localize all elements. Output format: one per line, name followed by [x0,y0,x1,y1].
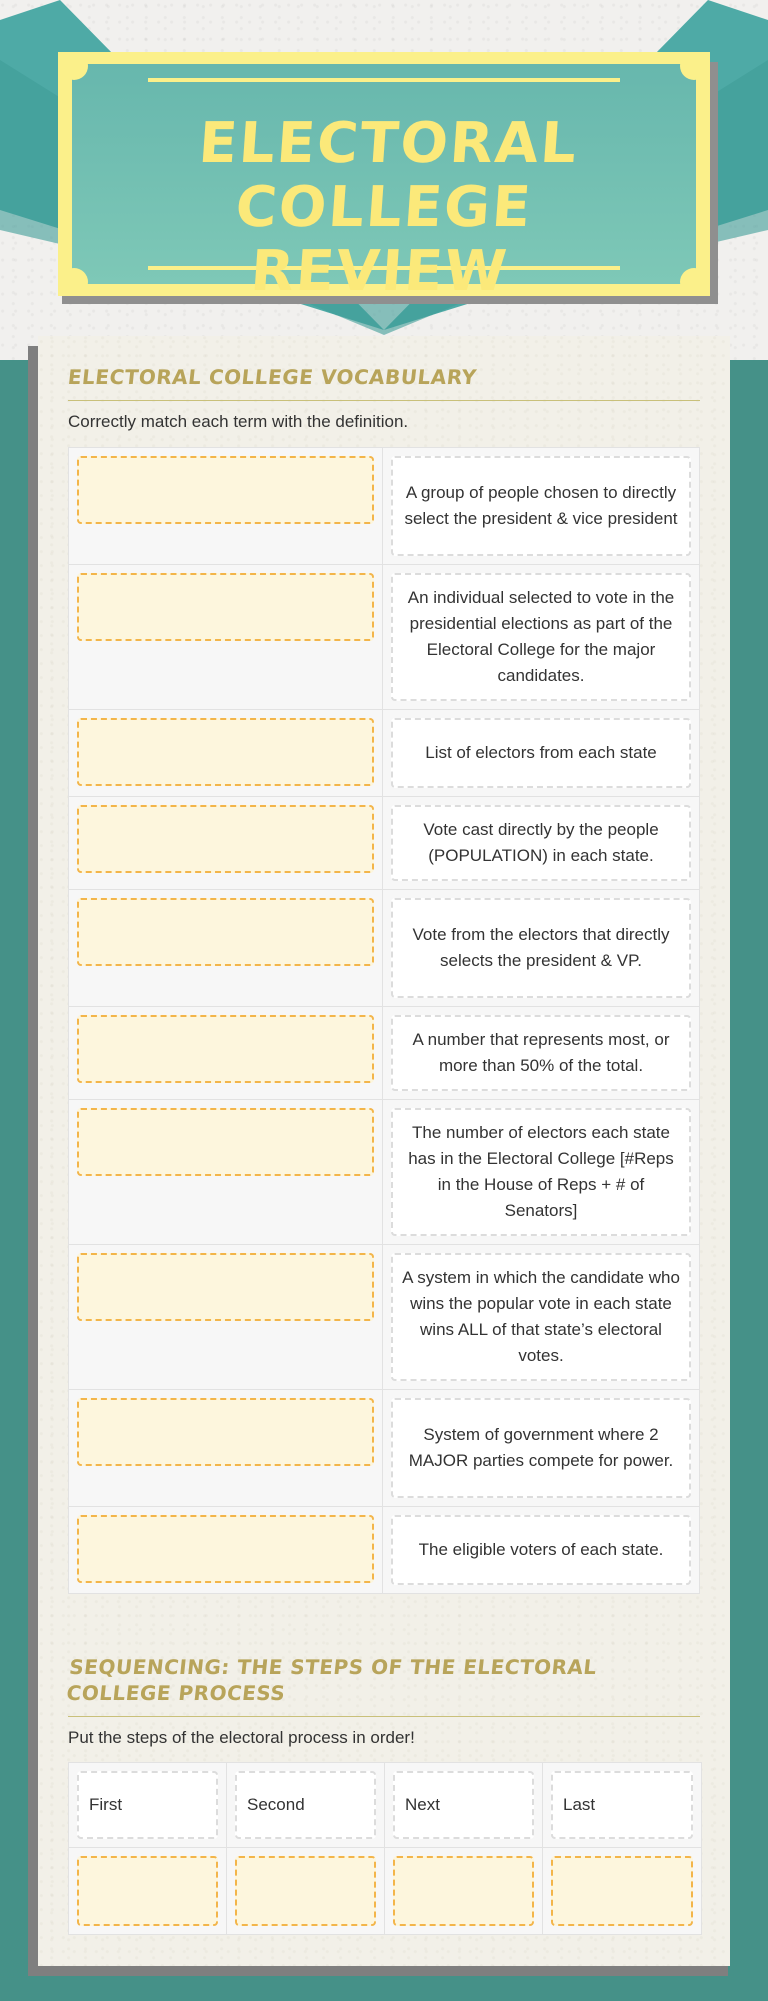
definition-card: List of electors from each state [391,718,691,788]
sequence-section-rule [68,1716,700,1717]
sequence-labels-row [69,1763,701,1848]
term-cell [69,1390,383,1506]
definition-card: The number of electors each state has in the Electoral College [#Reps in the House of Reps + # of Senators] [391,1108,691,1236]
sequence-label-last: Last [551,1771,693,1839]
term-dropzone[interactable] [77,1015,374,1083]
sequence-instruction: Put the steps of the electoral process in order! [68,1728,415,1747]
term-dropzone[interactable] [77,805,374,873]
match-row [68,1390,700,1507]
sequence-section-title: SEQUENCING: THE STEPS OF THE ELECTORAL COLLEGE PROCESS [65,1655,598,1705]
vocab-instruction: Correctly match each term with the definition. [68,412,409,431]
sequence-label-cell [227,1763,385,1847]
match-row [68,1007,700,1100]
sequence-dropzone-next[interactable] [393,1856,534,1926]
match-row [68,448,700,565]
definition-cell [383,448,699,564]
definition-cell [383,710,699,796]
banner-corner [680,268,708,296]
sequence-dropzone-first[interactable] [77,1856,218,1926]
term-cell [69,1245,383,1389]
sequence-table [68,1762,702,1935]
match-row [68,710,700,797]
title-banner [58,52,710,304]
term-dropzone[interactable] [77,1515,374,1583]
match-row [68,1100,700,1245]
term-cell [69,797,383,889]
term-cell [69,890,383,1006]
definition-cell [383,797,699,889]
banner-corner [60,268,88,296]
sequence-label-next: Next [393,1771,534,1839]
sequence-dropzone-second[interactable] [235,1856,376,1926]
definition-card: An individual selected to vote in the presidential elections as part of the Electoral College for the major candidates. [391,573,691,701]
definition-cell [383,1390,699,1506]
definition-card: System of government where 2 MAJOR parties compete for power. [391,1398,691,1498]
definition-card: A system in which the candidate who wins the popular vote in each state wins ALL of that state’s electoral votes. [391,1253,691,1381]
match-row [68,890,700,1007]
term-dropzone[interactable] [77,456,374,524]
definition-cell [383,890,699,1006]
sequence-dropzone-last[interactable] [551,1856,693,1926]
sequence-drop-cell [543,1848,701,1934]
sequence-drop-cell [69,1848,227,1934]
match-row [68,565,700,710]
sequence-drop-cell [227,1848,385,1934]
sequence-drop-row [69,1848,701,1934]
match-row [68,1507,700,1594]
sequence-label-cell [69,1763,227,1847]
term-dropzone[interactable] [77,1253,374,1321]
page-title: ELECTORAL COLLEGE REVIEW [196,111,581,304]
term-cell [69,1100,383,1244]
term-cell [69,710,383,796]
term-dropzone[interactable] [77,1108,374,1176]
sequence-drop-cell [385,1848,543,1934]
definition-card: Vote from the electors that directly selects the president & VP. [391,898,691,998]
term-cell [69,565,383,709]
match-row [68,1245,700,1390]
definition-cell [383,1507,699,1593]
definition-cell [383,1245,699,1389]
definition-cell [383,1007,699,1099]
definition-cell [383,1100,699,1244]
sequence-label-second: Second [235,1771,376,1839]
term-dropzone[interactable] [77,573,374,641]
term-cell [69,1507,383,1593]
vocab-section-rule [68,400,700,401]
term-dropzone[interactable] [77,898,374,966]
definition-card: Vote cast directly by the people (POPULATION) in each state. [391,805,691,881]
sequence-label-cell [385,1763,543,1847]
term-dropzone[interactable] [77,718,374,786]
matching-table [68,447,700,1594]
term-cell [69,448,383,564]
term-dropzone[interactable] [77,1398,374,1466]
definition-card: A number that represents most, or more than 50% of the total. [391,1015,691,1091]
sequence-label-cell [543,1763,701,1847]
definition-cell [383,565,699,709]
definition-card: The eligible voters of each state. [391,1515,691,1585]
vocab-section-title: ELECTORAL COLLEGE VOCABULARY [66,365,478,389]
term-cell [69,1007,383,1099]
banner-rule-top [148,78,620,82]
banner-corner [680,52,708,80]
sequence-label-first: First [77,1771,218,1839]
definition-card: A group of people chosen to directly select the president & vice president [391,456,691,556]
banner-corner [60,52,88,80]
match-row [68,797,700,890]
